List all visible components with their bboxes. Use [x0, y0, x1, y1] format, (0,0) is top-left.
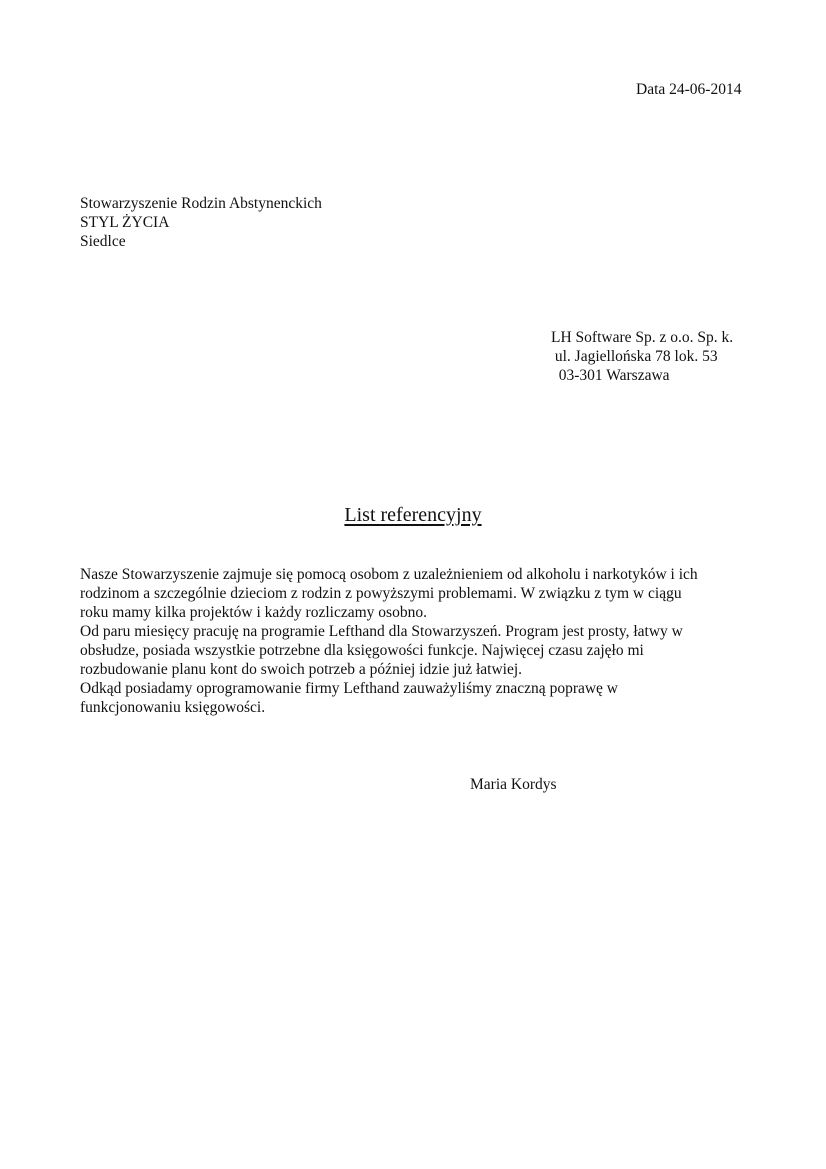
body-line: roku mamy kilka projektów i każdy rozliczamy osobno.	[80, 604, 427, 621]
body-line: funkcjonowaniu księgowości.	[80, 699, 266, 716]
sender-line: STYL ŻYCIA	[80, 214, 170, 231]
sender-line: Stowarzyszenie Rodzin Abstynenckich	[80, 195, 322, 212]
sender-address	[80, 194, 322, 251]
recipient-line: LH Software Sp. z o.o. Sp. k.	[551, 329, 734, 346]
body-line: rodzinom a szczególnie dzieciom z rodzin z powyższymi problemami. W związku z tym w ciągu	[80, 585, 682, 602]
body-line: obsłudze, posiada wszystkie potrzebne dla księgowości funkcje. Najwięcej czasu zajęło mi	[80, 642, 644, 659]
signature: Maria Kordys	[470, 776, 557, 793]
recipient-line: 03-301 Warszawa	[551, 367, 670, 384]
body-line: Nasze Stowarzyszenie zajmuje się pomocą osobom z uzależnieniem od alkoholu i narkotyków i ich	[80, 566, 698, 583]
body-line: Od paru miesięcy pracuję na programie Lefthand dla Stowarzyszeń. Program jest prosty, łatwy w	[80, 623, 683, 640]
letter-title	[0, 503, 826, 527]
body-line: Odkąd posiadamy oprogramowanie firmy Lefthand zauważyliśmy znaczną poprawę w	[80, 680, 618, 697]
date-line: Data 24-06-2014	[636, 81, 742, 98]
letter-body	[80, 565, 698, 717]
letter-title-text: List referencyjny	[344, 504, 482, 526]
body-line: rozbudowanie planu kont do swoich potrzeb a później idzie już łatwiej.	[80, 661, 523, 678]
sender-line: Siedlce	[80, 233, 126, 250]
recipient-address	[551, 328, 733, 385]
recipient-line: ul. Jagiellońska 78 lok. 53	[551, 348, 718, 365]
